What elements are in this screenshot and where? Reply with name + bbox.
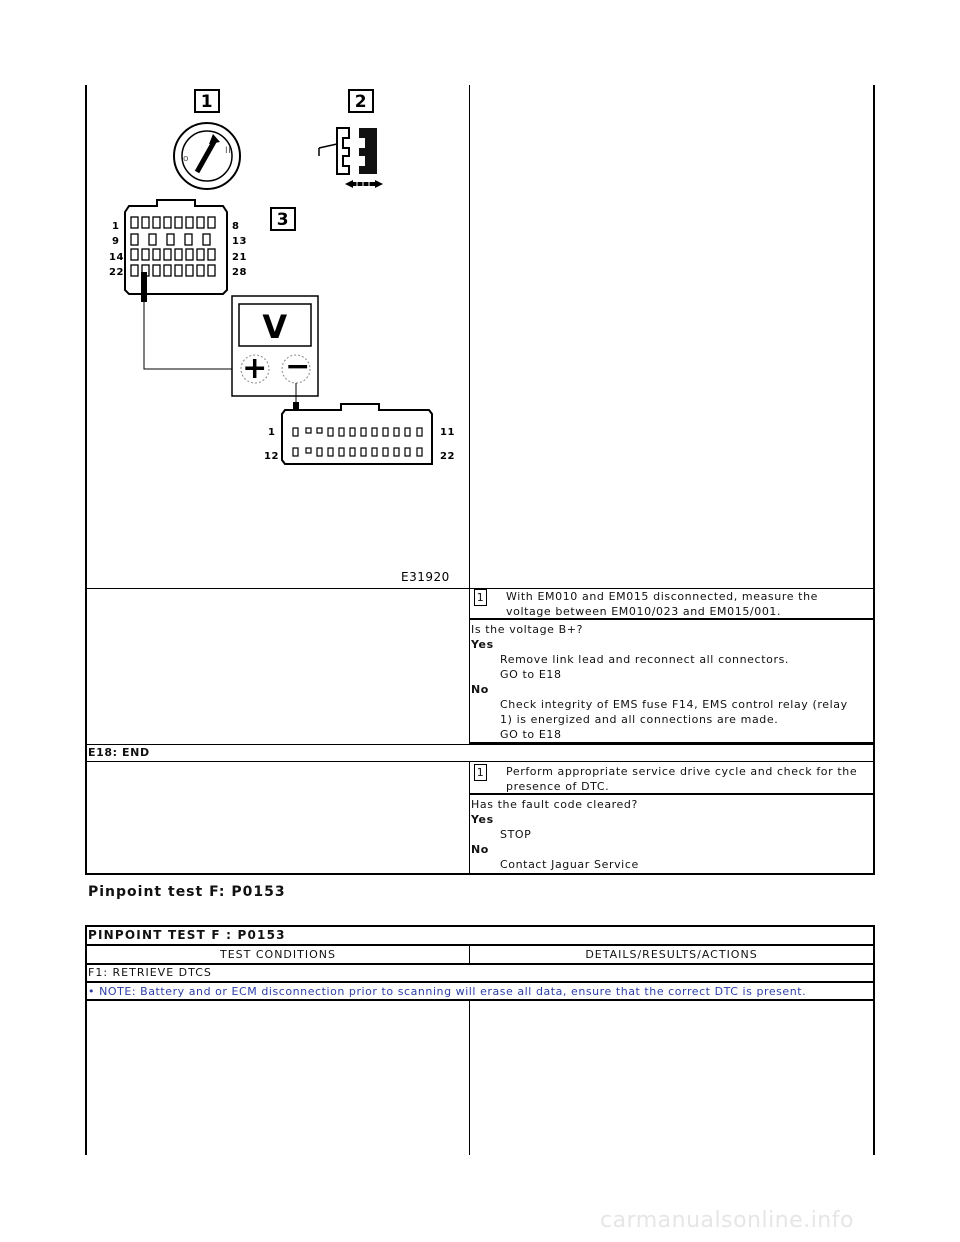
- result-block: [471, 797, 639, 872]
- table-border-right: [873, 85, 875, 875]
- table-title: PINPOINT TEST F : P0153: [88, 928, 286, 942]
- row-divider: [85, 744, 875, 745]
- pin-label: 13: [232, 236, 248, 247]
- step-number: 1: [474, 764, 487, 781]
- column-divider: [469, 1000, 470, 1155]
- pin-label: 28: [232, 267, 248, 278]
- step-text-line: voltage between EM010/023 and EM015/001.: [506, 605, 782, 618]
- note-text: • NOTE: Battery and or ECM disconnection prior to scanning will erase all data, ensure that the correct DTC is present.: [88, 985, 807, 998]
- yes-label: Yes: [471, 813, 494, 826]
- pin-label: 21: [232, 252, 248, 263]
- no-label: No: [471, 843, 489, 856]
- step-heading: E18: END: [88, 746, 150, 759]
- diagram-label-1: 1: [200, 92, 214, 112]
- table-border-right: [873, 925, 875, 1155]
- column-divider: [469, 762, 470, 874]
- pin-label: 14: [109, 252, 125, 263]
- row-divider: [85, 944, 875, 946]
- svg-text:+: +: [242, 351, 268, 386]
- no-action: Check integrity of EMS fuse F14, EMS control relay (relay: [500, 698, 848, 711]
- yes-action: Remove link lead and reconnect all connectors.: [500, 653, 789, 666]
- yes-label: Yes: [471, 638, 494, 651]
- pin-label: 9: [112, 236, 120, 247]
- step-text-line: presence of DTC.: [506, 780, 610, 793]
- watermark: carmanualsonline.info: [600, 1208, 854, 1233]
- pin-label: 12: [264, 451, 280, 462]
- step-instruction: [506, 589, 818, 619]
- diagram-label-2: 2: [354, 92, 368, 112]
- voltmeter-display: V: [262, 308, 288, 346]
- pin-label: 1: [268, 427, 276, 438]
- row-divider: [85, 761, 875, 762]
- wiring-diagram: [87, 86, 469, 588]
- question-text: Is the voltage B+?: [471, 623, 584, 636]
- step-heading: F1: RETRIEVE DTCS: [88, 966, 212, 979]
- column-header-test-conditions: TEST CONDITIONS: [220, 948, 336, 961]
- svg-text:−: −: [285, 349, 311, 384]
- step-text-line: Perform appropriate service drive cycle and check for the: [506, 765, 858, 778]
- column-header-details: DETAILS/RESULTS/ACTIONS: [585, 948, 758, 961]
- figure-id: E31920: [401, 570, 450, 584]
- question-text: Has the fault code cleared?: [471, 798, 638, 811]
- svg-text:II: II: [225, 146, 232, 156]
- diagram-label-3: 3: [276, 210, 290, 230]
- pin-label: 1: [112, 221, 120, 232]
- pin-label: 22: [109, 267, 125, 278]
- result-block: [471, 622, 848, 742]
- row-divider: [85, 999, 875, 1001]
- no-label: No: [471, 683, 489, 696]
- pin-label: 8: [232, 221, 240, 232]
- table-border-bottom: [85, 873, 875, 875]
- column-divider: [469, 588, 470, 744]
- goto-link: GO to E18: [500, 668, 562, 681]
- goto-link: GO to E18: [500, 728, 562, 741]
- column-divider: [469, 85, 470, 588]
- step-number: 1: [474, 589, 487, 606]
- pin-label: 11: [440, 427, 456, 438]
- svg-text:o: o: [183, 154, 190, 164]
- step-text-line: With EM010 and EM015 disconnected, measure the: [506, 590, 819, 603]
- pin-label: 22: [440, 451, 456, 462]
- yes-action: STOP: [500, 828, 532, 841]
- no-action: 1) is energized and all connections are made.: [500, 713, 779, 726]
- row-divider: [85, 981, 875, 983]
- no-action: Contact Jaguar Service: [500, 858, 639, 871]
- table-border-top: [85, 925, 875, 927]
- section-title: Pinpoint test F: P0153: [88, 884, 286, 900]
- step-instruction: [506, 764, 857, 794]
